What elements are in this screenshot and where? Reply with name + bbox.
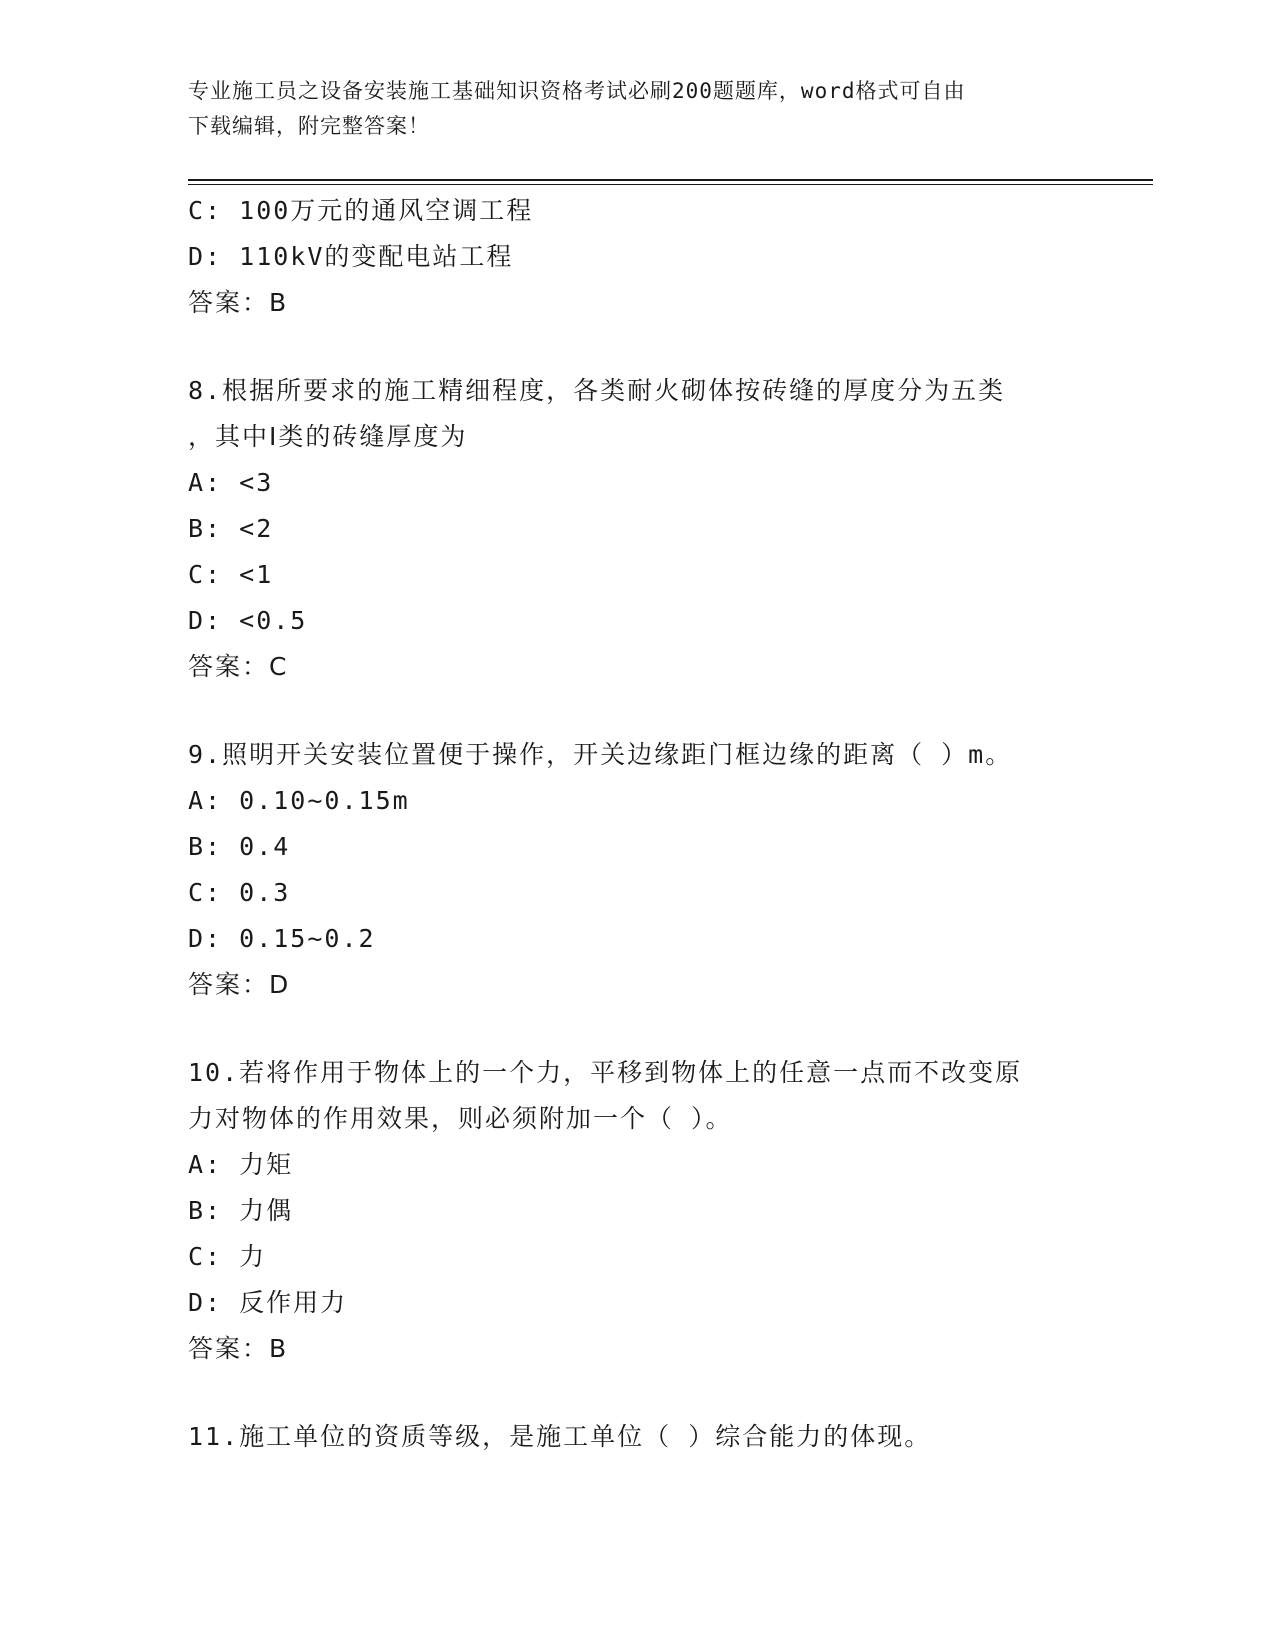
q8-answer: 答案：C [188,652,289,681]
question-spacer [188,1372,1108,1414]
q8-option-d: D: <0.5 [188,606,308,635]
q8-stem-line-2: ，其中Ⅰ类的砖缝厚度为 [188,422,468,451]
question-7 [188,188,1108,326]
q9-stem-line-1: 9.照明开关安装位置便于操作，开关边缘距门框边缘的距离（ ）m。 [188,740,1013,769]
q8-option-b: B: <2 [188,514,274,543]
header-divider-thick [188,179,1153,181]
q8-stem-line-1: 8.根据所要求的施工精细程度，各类耐火砌体按砖缝的厚度分为五类 [188,376,1006,405]
header-title-line-2: 下载编辑，附完整答案！ [188,114,430,138]
question-spacer [188,1008,1108,1050]
q9-option-a: A: 0.10~0.15m [188,786,410,815]
q10-option-a: A: 力矩 [188,1150,294,1179]
q10-option-d: D: 反作用力 [188,1288,348,1317]
q8-option-a: A: <3 [188,468,274,497]
q10-stem-line-1: 10.若将作用于物体上的一个力，平移到物体上的任意一点而不改变原 [188,1058,1023,1087]
q10-answer: 答案：B [188,1334,289,1363]
q9-option-c: C: 0.3 [188,878,291,907]
question-10 [188,1050,1108,1372]
page-header [188,74,1088,144]
header-title-line-1: 专业施工员之设备安装施工基础知识资格考试必刷200题题库，word格式可自由 [188,79,966,103]
q7-option-c: C: 100万元的通风空调工程 [188,196,534,225]
q7-answer: 答案：B [188,288,289,317]
q10-stem-line-2: 力对物体的作用效果，则必须附加一个（ ）。 [188,1104,733,1133]
q10-option-b: B: 力偶 [188,1196,294,1225]
q10-option-c: C: 力 [188,1242,267,1271]
header-divider-thin [188,184,1153,185]
q9-answer: 答案：D [188,970,291,999]
question-list [188,188,1108,1460]
question-8 [188,368,1108,690]
question-9 [188,732,1108,1008]
question-11 [188,1414,1108,1460]
q7-option-d: D: 110kV的变配电站工程 [188,242,514,271]
q9-option-d: D: 0.15~0.2 [188,924,376,953]
question-spacer [188,690,1108,732]
q8-option-c: C: <1 [188,560,274,589]
question-spacer [188,326,1108,368]
q11-stem-line-1: 11.施工单位的资质等级，是施工单位（ ）综合能力的体现。 [188,1422,932,1451]
q9-option-b: B: 0.4 [188,832,291,861]
